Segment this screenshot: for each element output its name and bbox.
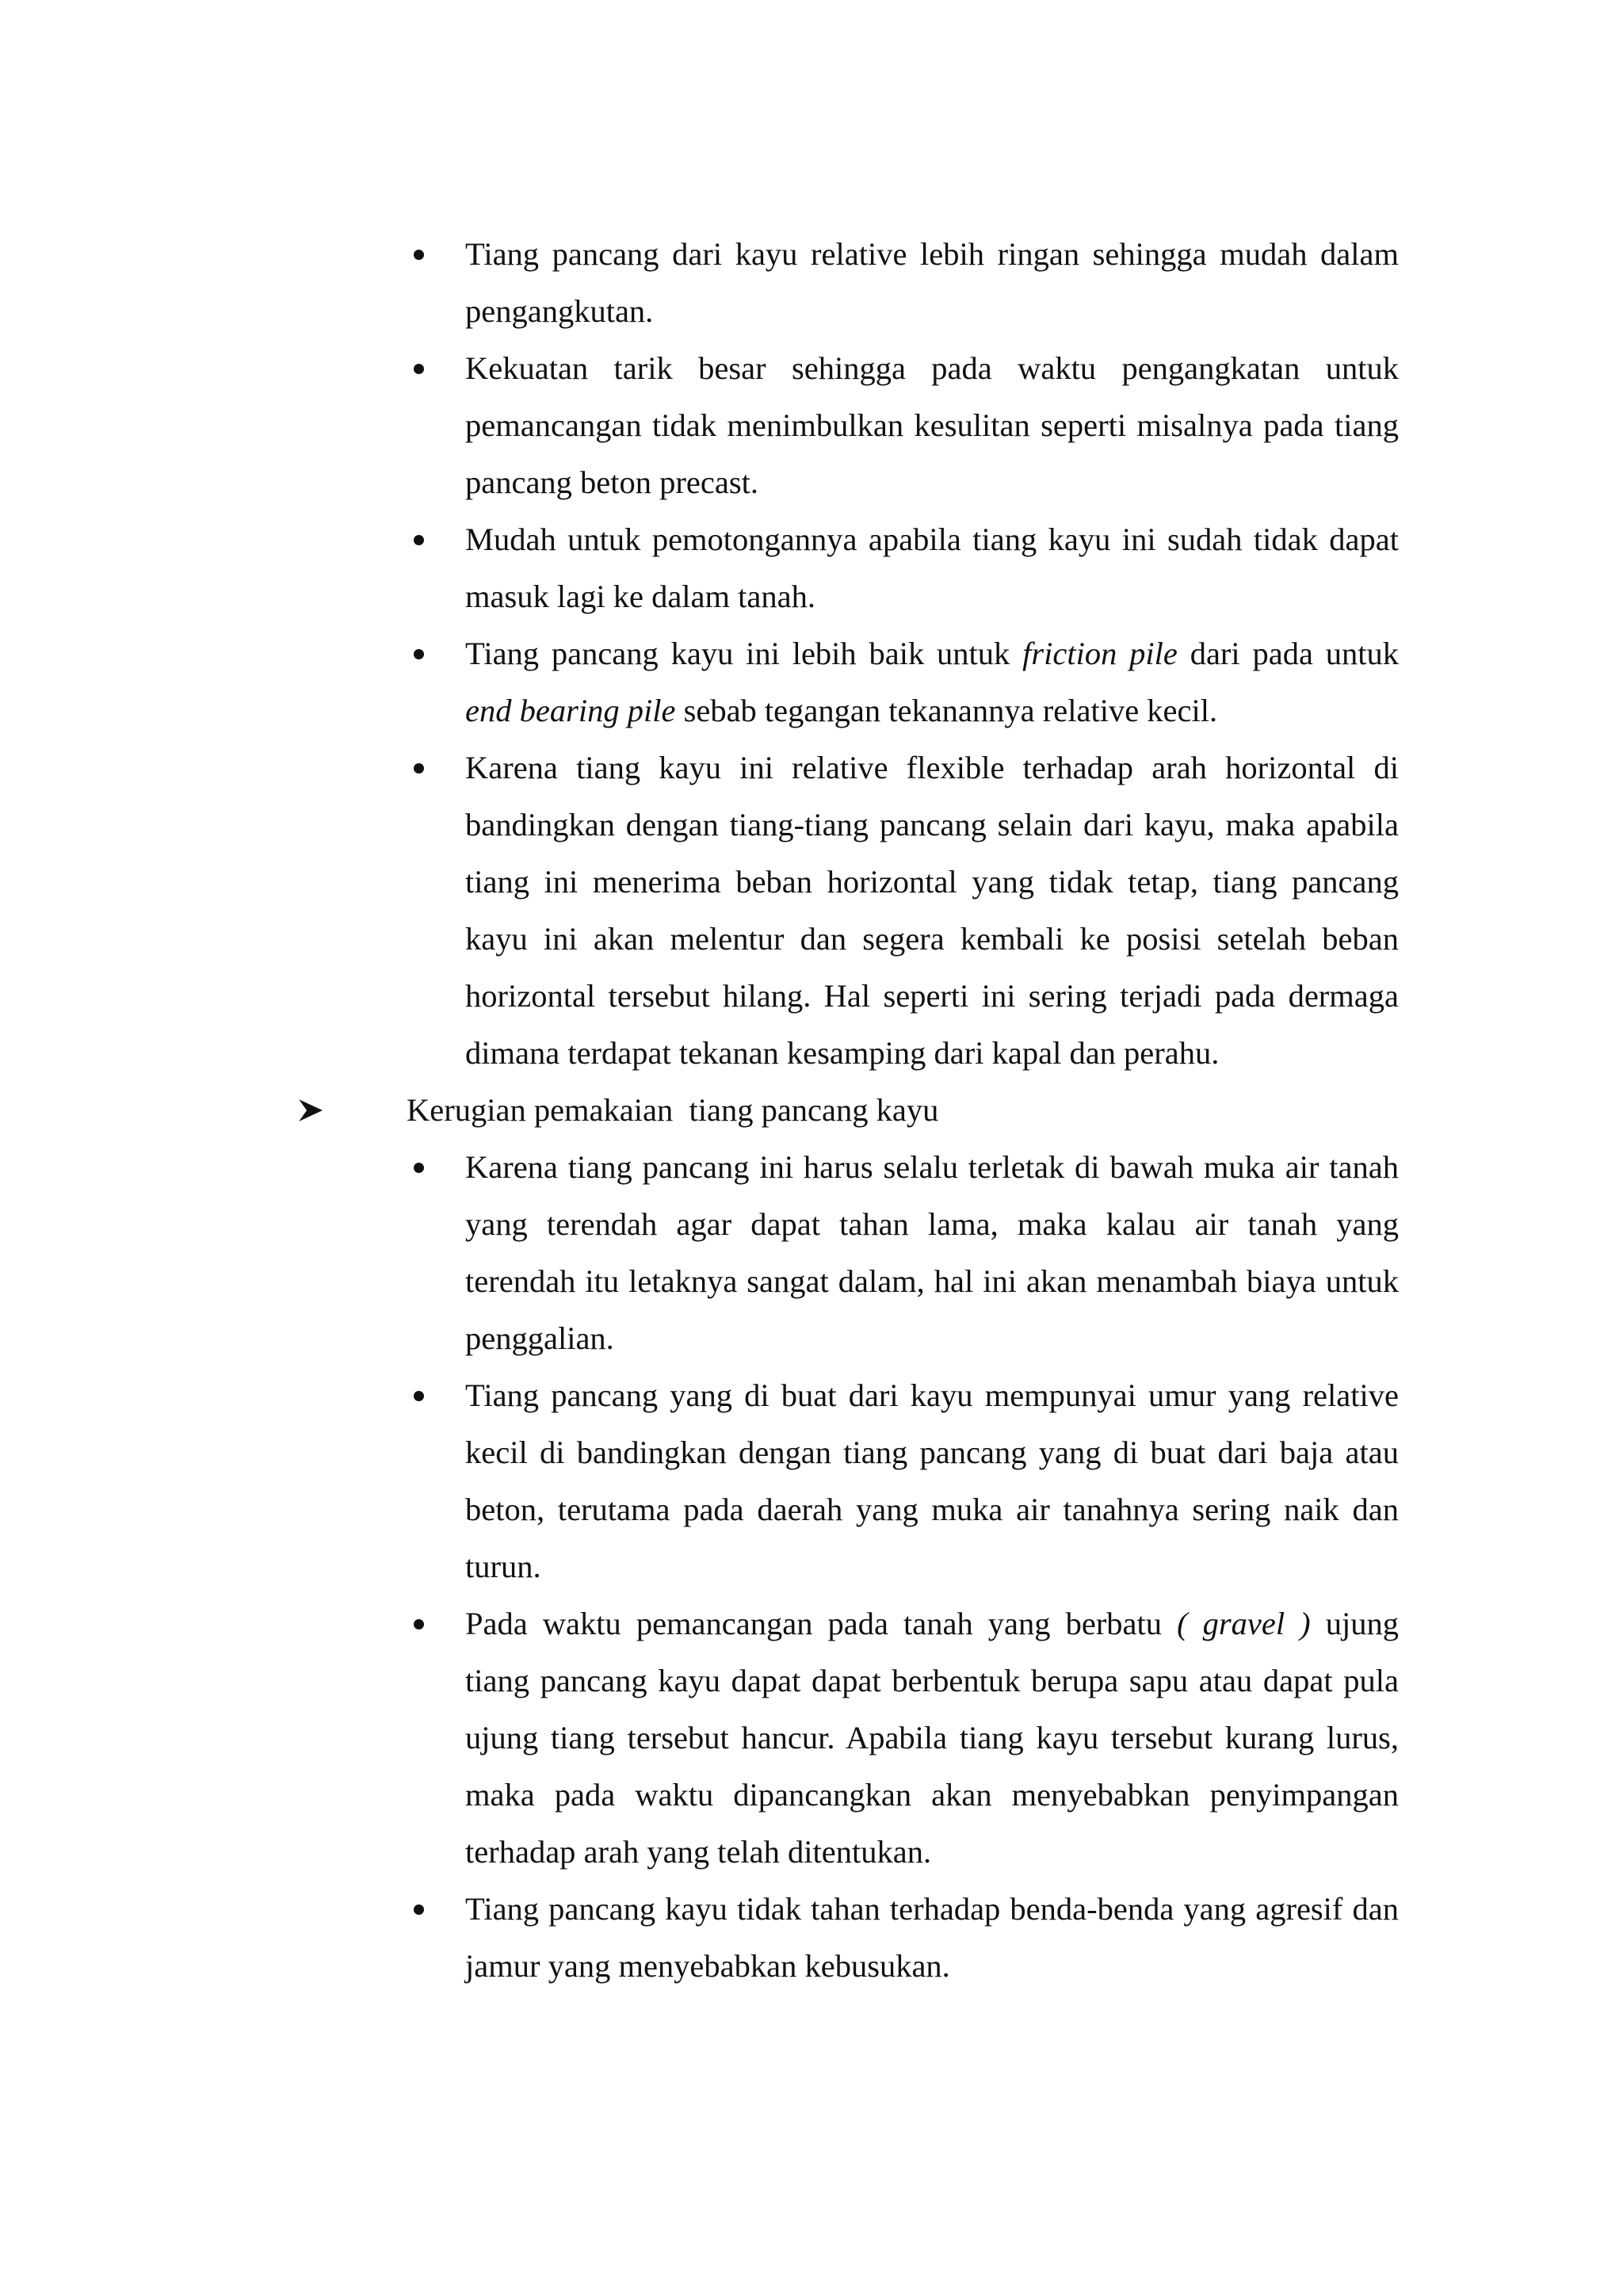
italic-term: friction pile (1022, 636, 1178, 671)
list-item-text: Tiang pancang kayu tidak tahan terhadap benda-benda yang agresif dan jamur yang menyebabkan kebusukan. (465, 1891, 1399, 1984)
italic-term: end bearing pile (465, 693, 676, 728)
list-item (465, 1595, 1399, 1881)
list-item-text (465, 636, 1399, 728)
text-run: dari pada untuk (1177, 636, 1399, 671)
list-item (465, 1367, 1399, 1595)
list-item-text: Tiang pancang yang di buat dari kayu mempunyai umur yang relative kecil di bandingkan dengan tiang pancang yang di buat dari baja atau beton, terutama pada daerah yang muka air tanahnya sering naik dan turun. (465, 1377, 1399, 1584)
text-run: sebab tegangan tekanannya relative kecil. (675, 693, 1218, 728)
bullet-icon (414, 1904, 424, 1915)
bullet-icon (414, 250, 424, 260)
list-item (465, 511, 1399, 625)
text-run: ujung tiang pancang kayu dapat dapat berbentuk berupa sapu atau dapat pula ujung tiang tersebut hancur. Apabila tiang kayu tersebut kurang lurus, maka pada waktu dipancangkan akan menyebabkan penyimpangan terhadap arah yang telah ditentukan. (465, 1606, 1399, 1870)
bullet-icon (414, 364, 424, 374)
bullet-icon (414, 1163, 424, 1173)
list-item (465, 739, 1399, 1082)
list-item-text: Karena tiang pancang ini harus selalu terletak di bawah muka air tanah yang terendah agar dapat tahan lama, maka kalau air tanah yang terendah itu letaknya sangat dalam, hal ini akan menambah biaya untuk penggalian. (465, 1149, 1399, 1356)
italic-term: ( gravel ) (1177, 1606, 1311, 1641)
bullet-icon (414, 649, 424, 659)
bullet-icon (414, 1619, 424, 1629)
advantages-list (465, 226, 1399, 1082)
list-item (465, 226, 1399, 340)
list-item-text: Kekuatan tarik besar sehingga pada waktu pengangkatan untuk pemancangan tidak menimbulkan kesulitan seperti misalnya pada tiang pancang beton precast. (465, 350, 1399, 500)
text-run: Pada waktu pemancangan pada tanah yang berbatu (465, 1606, 1178, 1641)
list-item-text: Tiang pancang dari kayu relative lebih ringan sehingga mudah dalam pengangkutan. (465, 236, 1399, 329)
bullet-icon (414, 535, 424, 545)
bullet-icon (414, 1391, 424, 1401)
arrowhead-bullet-icon (297, 1098, 324, 1123)
list-item-text: Mudah untuk pemotongannya apabila tiang kayu ini sudah tidak dapat masuk lagi ke dalam tanah. (465, 521, 1399, 614)
list-item-text: Karena tiang kayu ini relative flexible terhadap arah horizontal di bandingkan dengan tiang-tiang pancang selain dari kayu, maka apabila tiang ini menerima beban horizontal yang tidak tetap, tiang pancang kayu ini akan melentur dan segera kembali ke posisi setelah beban horizontal tersebut hilang. Hal seperti ini sering terjadi pada dermaga dimana terdapat tekanan kesamping dari kapal dan perahu. (465, 750, 1399, 1071)
section-heading-text: Kerugian pemakaian tiang pancang kayu (407, 1092, 939, 1128)
list-item (465, 340, 1399, 511)
list-item (465, 625, 1399, 739)
list-item-text (465, 1606, 1399, 1870)
section-heading (407, 1082, 1399, 1139)
page-content (407, 226, 1399, 1995)
text-run: Tiang pancang kayu ini lebih baik untuk (465, 636, 1023, 671)
list-item (465, 1139, 1399, 1367)
list-item (465, 1881, 1399, 1995)
disadvantages-list (465, 1139, 1399, 1995)
bullet-icon (414, 763, 424, 774)
